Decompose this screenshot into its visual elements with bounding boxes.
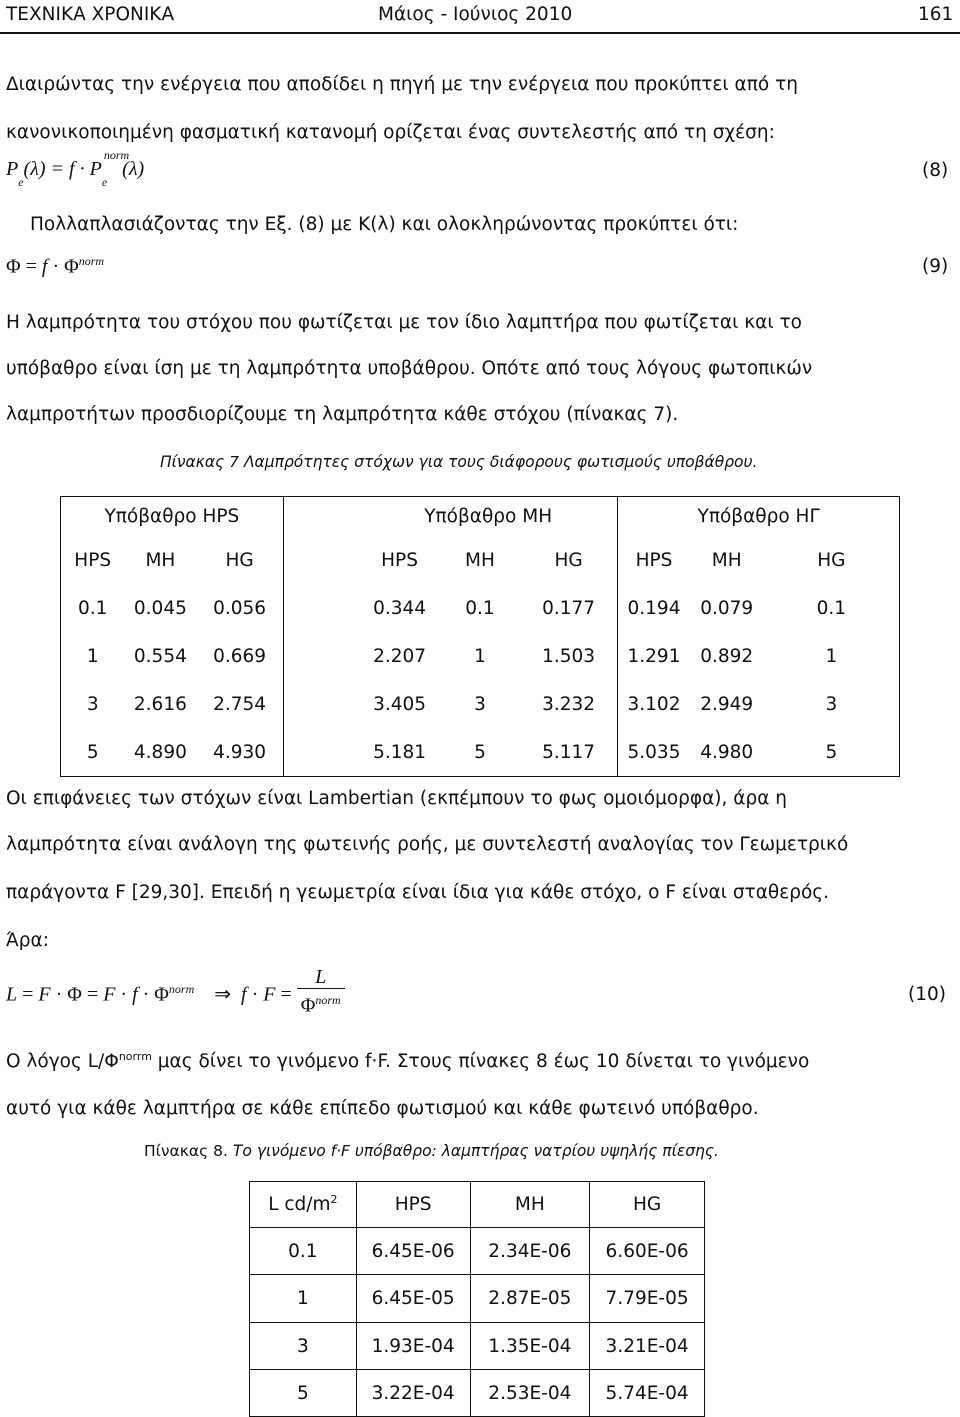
table-row xyxy=(61,633,900,681)
table-cell: 3 xyxy=(86,694,99,715)
table-cell: HPS xyxy=(74,550,112,571)
table-cell: 1.93E-04 xyxy=(356,1323,470,1370)
p5-line2: αυτό για κάθε λαμπτήρα σε κάθε επίπεδο φωτισμού και κάθε φωτεινό υπόβαθρο. xyxy=(6,1098,759,1119)
p1-line2: κανονικοποιημένη φασματική κατανομή ορίζεται ένας συντελεστής από τη σχέση: xyxy=(6,122,775,143)
table-cell: 6.60E-06 xyxy=(590,1228,705,1275)
p5-line1-post: μας δίνει το γινόμενο f·F. Στους πίνακες 8 έως 10 δίνεται το γινόμενο xyxy=(151,1051,810,1073)
table-row xyxy=(61,585,900,633)
table-cell: 5.035 xyxy=(627,741,681,763)
table-cell: 0.194 xyxy=(627,598,681,619)
p2-line1: Πολλαπλασιάζοντας την Εξ. (8) με Κ(λ) και ολοκληρώνοντας προκύπτει ότι: xyxy=(30,214,739,235)
equation-8-number: (8) xyxy=(922,160,949,181)
table-cell: 2.34E-06 xyxy=(470,1228,590,1275)
table-cell: 3 xyxy=(825,694,838,715)
table-cell: 4.930 xyxy=(196,729,283,777)
table-cell: 2.754 xyxy=(196,681,283,729)
table-cell: 6.45E-05 xyxy=(356,1275,470,1323)
table7-group-row xyxy=(61,497,900,537)
table-cell: 4.980 xyxy=(700,741,754,763)
table7-group-mh: Υπόβαθρο ΜΗ xyxy=(359,497,618,537)
table-cell: 2.949 xyxy=(700,694,754,715)
p5-line1 xyxy=(6,1050,809,1072)
p3-line1: Η λαμπρότητα του στόχου που φωτίζεται με τον ίδιο λαμπτήρα που φωτίζεται και το xyxy=(6,312,802,333)
equation-10-number: (10) xyxy=(908,984,946,1005)
table-cell: 0.1 xyxy=(250,1228,357,1275)
issue-date: Μάιος - Ιούνιος 2010 xyxy=(378,4,573,25)
table-cell: 0.056 xyxy=(196,585,283,633)
table-cell: 3 xyxy=(474,694,486,715)
table7-caption: Πίνακας 7 Λαμπρότητες στόχων για τους διάφορους φωτισμούς υποβάθρου. xyxy=(160,453,758,471)
table-cell: 0.1 xyxy=(465,598,495,619)
table-cell: 1 xyxy=(250,1275,357,1323)
table-cell: 0.554 xyxy=(133,646,187,667)
p4-line2: λαμπρότητα είναι ανάλογη της φωτεινής ροής, με συντελεστή αναλογίας τον Γεωμετρικό xyxy=(6,834,849,855)
table-cell: 3.232 xyxy=(520,681,618,729)
table7-group-hps: Υπόβαθρο HPS xyxy=(61,497,284,537)
table-cell: 5 xyxy=(250,1370,357,1417)
table-cell: MH xyxy=(145,550,176,571)
header-rule xyxy=(0,32,960,34)
equation-10: $L = F \cdot \Phi = F \cdot f \cdot \Phi^{norm}$ ⇒ f · F = $\frac{L}{\Phi^{norm}}$ xyxy=(6,966,345,1017)
table-cell: 1.291 xyxy=(627,646,681,667)
table8-caption-label: Πίνακας 8. xyxy=(144,1142,228,1160)
p3-line3: λαμπροτήτων προσδιορίζουμε τη λαμπρότητα κάθε στόχου (πίνακας 7). xyxy=(6,404,679,425)
p5-line1-pre: Ο λόγος L/Φ xyxy=(6,1051,119,1073)
p5-line1-sup: norrm xyxy=(118,1050,152,1063)
p4-line1: Οι επιφάνειες των στόχων είναι Lambertian (εκπέμπουν το φως ομοιόμορφα), άρα η xyxy=(6,788,788,809)
table-cell: 5.181 xyxy=(373,741,427,763)
table-cell: 0.079 xyxy=(700,598,754,619)
table-cell: 2.616 xyxy=(133,694,187,715)
table-cell: 2.207 xyxy=(373,646,427,667)
table-cell: 1.503 xyxy=(520,633,618,681)
table-cell: 3.102 xyxy=(627,694,681,715)
table-cell: 3.22E-04 xyxy=(356,1370,470,1417)
table8-header-unit-text: L cd/m xyxy=(268,1194,331,1216)
p3-line2: υπόβαθρο είναι ίση με τη λαμπρότητα υποβάθρου. Οπότε από τους λόγους φωτοπικών xyxy=(6,358,813,379)
p1-line1: Διαιρώντας την ενέργεια που αποδίδει η πηγή με την ενέργεια που προκύπτει από τη xyxy=(6,74,798,95)
table-cell: 4.890 xyxy=(133,741,187,763)
table-cell: 0.1 xyxy=(816,598,847,619)
table-row xyxy=(250,1370,705,1417)
table-cell: HPS xyxy=(381,550,418,571)
table-7 xyxy=(60,496,900,777)
table-row xyxy=(250,1323,705,1370)
table-cell: 5 xyxy=(825,741,838,763)
equation-9-number: (9) xyxy=(922,256,949,277)
table-cell: 3.21E-04 xyxy=(590,1323,705,1370)
table-cell: HG xyxy=(817,550,846,571)
table8-header-unit-sup: 2 xyxy=(330,1193,338,1207)
page-number: 161 xyxy=(918,4,954,25)
table-cell: HG xyxy=(520,537,618,585)
p4-line3: παράγοντα F [29,30]. Επειδή η γεωμετρία είναι ίδια για κάθε στόχο, ο F είναι σταθερός. xyxy=(6,882,830,903)
table-cell: 6.45E-06 xyxy=(356,1228,470,1275)
table-cell: 1.35E-04 xyxy=(470,1323,590,1370)
table-cell: HG xyxy=(196,537,283,585)
table-cell: 5.74E-04 xyxy=(590,1370,705,1417)
table-cell: 1 xyxy=(825,646,838,667)
table-cell: HPS xyxy=(356,1182,470,1228)
table-cell: MH xyxy=(465,550,495,571)
table-row xyxy=(250,1275,705,1323)
table8-caption-text: Το γινόμενο f·F υπόβαθρο: λαμπτήρας νατρίου υψηλής πίεσης. xyxy=(232,1142,719,1160)
table8-header-row xyxy=(250,1182,705,1228)
table-cell: 0.892 xyxy=(700,646,754,667)
table-row xyxy=(61,681,900,729)
table-cell: 5 xyxy=(86,741,99,763)
table-cell: 7.79E-05 xyxy=(590,1275,705,1323)
table-cell: 5 xyxy=(474,741,486,763)
table-cell: 2.53E-04 xyxy=(470,1370,590,1417)
p4-line4: Άρα: xyxy=(6,930,49,951)
table-row xyxy=(250,1228,705,1275)
table-cell: HG xyxy=(590,1182,705,1228)
table-cell: MH xyxy=(470,1182,590,1228)
table-cell: 0.344 xyxy=(373,598,427,619)
table-cell: 0.177 xyxy=(520,585,618,633)
journal-title: ΤΕΧΝΙΚΑ ΧΡΟΝΙΚΑ xyxy=(6,4,175,25)
table7-group-hg: Υπόβαθρο ΗΓ xyxy=(697,506,820,528)
table-cell: HPS xyxy=(635,550,673,571)
table-cell: 0.045 xyxy=(133,598,187,619)
table-cell: 3.405 xyxy=(373,694,427,715)
table-cell: 3 xyxy=(250,1323,357,1370)
equation-9: $\Phi = f \cdot \Phi^{norm}$ xyxy=(6,254,105,278)
table8-header-unit xyxy=(250,1182,357,1228)
table-cell: 2.87E-05 xyxy=(470,1275,590,1323)
table7-subheader-row xyxy=(61,537,900,585)
table-row xyxy=(61,729,900,777)
table-cell: 1 xyxy=(86,646,99,667)
table-cell: 0.669 xyxy=(196,633,283,681)
table8-caption xyxy=(144,1142,719,1160)
equation-8: $P_e(\lambda) = f \cdot P$ norm $_e$ (λ) xyxy=(6,148,145,189)
table-cell: 5.117 xyxy=(520,729,618,777)
table-cell: 1 xyxy=(474,646,486,667)
table-8 xyxy=(249,1181,705,1417)
table-cell: 0.1 xyxy=(78,598,108,619)
table-cell: MH xyxy=(711,550,742,571)
